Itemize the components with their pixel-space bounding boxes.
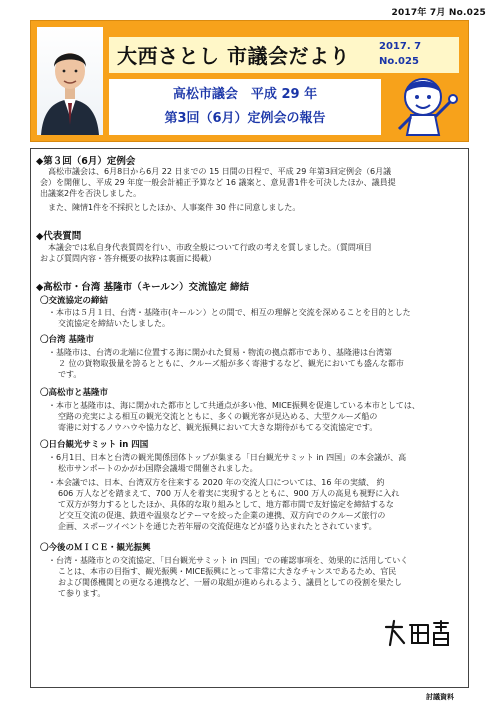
handwritten-signature (382, 617, 452, 649)
paragraph-line: 松市サンポートのかがわ国際会議場で開催されました。 (58, 464, 258, 473)
subsection-heading: 〇今後のＭＩＣＥ・観光振興 (40, 543, 151, 553)
footer-note: 討議資料 (426, 693, 454, 701)
paragraph-line: ２ 位の貨物取扱量を誇るとともに、クルーズ船が多く寄港するなど、観光においても盛んな都市 (58, 359, 404, 368)
paragraph-line: て双方が努力するとしたほか、具体的な取り組みとして、地方都市間で友好協定を締結するな (58, 500, 394, 509)
section-title-representative-question: ◆代表質問 (36, 231, 82, 242)
newsletter-header (30, 20, 469, 142)
mascot-illustration (391, 71, 461, 137)
subsection-heading: 〇台湾 基隆市 (40, 335, 94, 345)
paragraph-line: 出議案2件を否決しました。 (40, 189, 142, 198)
paragraph-line: ことは、本市の目指す、観光振興・MICE振興にとって非常に大きなチャンスであるため、官民 (58, 567, 397, 576)
paragraph-line: ・台湾・基隆市との交流協定、「日台観光サミット in 四国」での確認事項を、効果的に活用していく (48, 556, 409, 565)
paragraph-line: 交流協定を締結いたしました。 (58, 319, 170, 328)
paragraph-line: 本議会では私自身代表質問を行い、市政全般について行政の考えを質しました。（質問項目 (48, 243, 372, 252)
paragraph-line: また、陳情1件を不採択としたほか、人事案件 30 件に同意しました。 (48, 203, 301, 212)
issue-number: 2017年 7月 No.025 (391, 8, 486, 18)
paragraph-line: ・6月1日、日本と台湾の観光関係団体トップが集まる「日台観光サミット in 四国」の本会議が、高 (48, 453, 407, 462)
paragraph-line: 会）を開催し、平成 29 年度一般会計補正予算など 16 議案と、意見書1件を可決したほか、議員提 (40, 178, 396, 187)
paragraph-line: 企画、スポーツイベントを通じた若年層の交流促進などが盛り込まれたとされています。 (58, 522, 377, 531)
paragraph-line: 606 万人などを踏まえて、700 万人を着実に実現するとともに、900 万人の高見も視野に入れ (58, 489, 400, 498)
paragraph-line: 高松市議会は、6月8日から6月 22 日までの 15 日間の日程で、平成 29 年第3回定例会（6月議 (48, 167, 392, 176)
paragraph-line: 空路の充実による相互の観光交流とともに、多くの観光客が見込める、大型クルーズ船の (58, 412, 378, 421)
paragraph-line: ・本市と基隆市は、海に開かれた都市として共通点が多い他、MICE振興を促進している本市としては、 (48, 401, 420, 410)
author-portrait (37, 27, 103, 135)
paragraph-line: です。 (58, 370, 82, 379)
issue-date: 2017. 7 (379, 41, 422, 52)
newsletter-title: 大西さとし 市議会だより (117, 44, 350, 68)
subtitle-report: 第3回（6月）定例会の報告 (164, 111, 326, 126)
issue-no: No.025 (379, 56, 419, 67)
subtitle-council: 高松市議会 平成 29 年 (172, 87, 318, 102)
subsection-heading: 〇交流協定の締結 (40, 296, 109, 306)
paragraph-line: ・本会議では、日本、台湾双方を往来する 2020 年の交流人口については、16 年の実績、 約 (48, 478, 385, 487)
paragraph-line: ・本市は５月１日、台湾・基隆市(キールン）との間で、相互の理解と交流を深めることを目的とした (48, 308, 411, 317)
paragraph-line: ど交互交流の促進、鉄道や温泉などテーマを絞った企業の連携、双方向でのクルーズ旅行の (58, 511, 386, 520)
section-title-keelung-agreement: ◆高松市・台湾 基隆市（キールン）交流協定 締結 (36, 282, 249, 293)
paragraph-line: および質問内容・答弁概要の抜粋は裏面に掲載） (40, 254, 216, 263)
section-title-regular-session: ◆第３回（6月）定例会 (36, 156, 136, 167)
subsection-heading: 〇高松市と基隆市 (40, 388, 109, 398)
subsection-heading: 〇日台観光サミット in 四国 (40, 440, 149, 450)
paragraph-line: ・基隆市は、台湾の北端に位置する海に開かれた貿易・物流の拠点都市であり、基隆港は台湾第 (48, 348, 392, 357)
paragraph-line: および関係機関との更なる連携など、一層の取組が進められるよう、議員としての役割を果たし (58, 578, 402, 587)
paragraph-line: 寄港に対するノウハウや協力など、観光振興において大きな期待がもてる交流協定です。 (58, 423, 378, 432)
paragraph-line: て参ります。 (58, 589, 106, 598)
